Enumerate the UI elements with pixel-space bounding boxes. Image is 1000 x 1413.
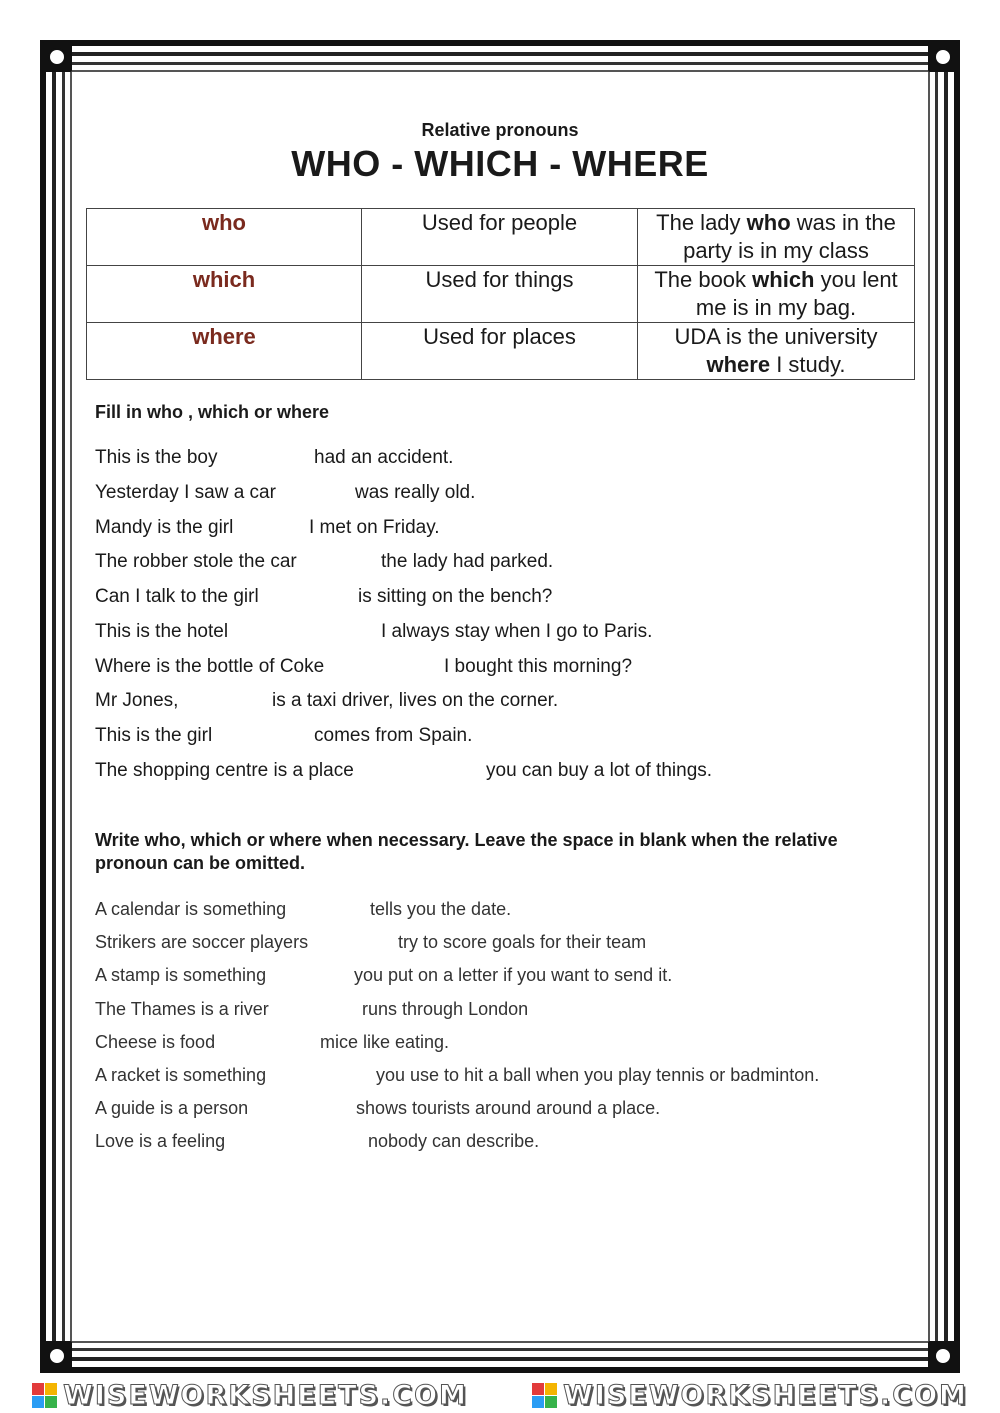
frame-corner-icon xyxy=(42,1341,72,1371)
exercise-2-instruction: Write who, which or where when necessary. Leave the space in blank when the relative pronoun can be omitted. xyxy=(95,830,838,873)
sentence-start: Can I talk to the girl xyxy=(95,586,259,607)
sentence-end: is a taxi driver, lives on the corner. xyxy=(272,690,559,711)
example-text: The lady xyxy=(656,210,747,235)
pronoun-cell: where xyxy=(87,323,362,380)
frame-corner-icon xyxy=(928,42,958,72)
sentence-start: Mr Jones, xyxy=(95,690,179,711)
table-row xyxy=(87,209,915,266)
sentence-start: Cheese is food xyxy=(95,1032,216,1052)
brand-logo-icon xyxy=(532,1383,557,1408)
reference-table xyxy=(86,208,915,380)
sentence-start: A calendar is something xyxy=(95,899,287,919)
sentence-end: you use to hit a ball when you play tennis or badminton. xyxy=(376,1065,820,1085)
example-cell xyxy=(638,266,915,323)
example-keyword: who xyxy=(746,210,791,235)
sentence-end: comes from Spain. xyxy=(314,725,473,746)
pronoun-cell: which xyxy=(87,266,362,323)
sentence-end: mice like eating. xyxy=(320,1032,450,1052)
sentence-start: A guide is a person xyxy=(95,1098,249,1118)
page-subtitle: Relative pronouns xyxy=(421,120,579,140)
example-text: you lent me is in my bag. xyxy=(695,267,898,320)
table-row xyxy=(87,323,915,380)
sentence-start: Where is the bottle of Coke xyxy=(95,656,325,677)
sentence-start: This is the hotel xyxy=(95,621,229,642)
sentence-end: try to score goals for their team xyxy=(398,932,647,952)
brand-text: WISEWORKSHEETS.COM xyxy=(63,1380,468,1411)
brand-watermark xyxy=(32,1380,468,1411)
sentence-end: runs through London xyxy=(362,999,529,1019)
sentence-start: This is the girl xyxy=(95,725,213,746)
sentence-end: nobody can describe. xyxy=(368,1131,540,1151)
sentence-end: shows tourists around around a place. xyxy=(356,1098,661,1118)
usage-cell: Used for things xyxy=(362,266,638,323)
usage-cell: Used for people xyxy=(362,209,638,266)
table-row xyxy=(87,266,915,323)
sentence-end: I bought this morning? xyxy=(444,656,633,677)
sentence-end: the lady had parked. xyxy=(381,551,554,572)
sentence-end: tells you the date. xyxy=(370,899,512,919)
usage-cell: Used for places xyxy=(362,323,638,380)
sentence-start: Strikers are soccer players xyxy=(95,932,309,952)
sentence-end: you can buy a lot of things. xyxy=(486,760,713,781)
sentence-start: Love is a feeling xyxy=(95,1131,226,1151)
footer-watermark xyxy=(0,1378,1000,1413)
example-cell xyxy=(638,323,915,380)
brand-text: WISEWORKSHEETS.COM xyxy=(563,1380,968,1411)
sentence-end: I met on Friday. xyxy=(309,517,440,538)
sentence-start: The shopping centre is a place xyxy=(95,760,354,781)
brand-logo-icon xyxy=(32,1383,57,1408)
sentence-end: you put on a letter if you want to send it. xyxy=(354,965,673,985)
brand-watermark xyxy=(532,1380,968,1411)
example-keyword: where xyxy=(706,352,771,377)
exercise-1-instruction: Fill in who , which or where xyxy=(95,402,330,422)
sentence-end: I always stay when I go to Paris. xyxy=(381,621,653,642)
frame-corner-icon xyxy=(928,1341,958,1371)
sentence-start: A racket is something xyxy=(95,1065,267,1085)
sentence-start: Mandy is the girl xyxy=(95,517,234,538)
sentence-start: A stamp is something xyxy=(95,965,267,985)
example-text: was in the party is in my class xyxy=(683,210,896,263)
example-text: UDA is the university xyxy=(674,324,878,349)
sentence-start: Yesterday I saw a car xyxy=(95,482,276,503)
sentence-start: The robber stole the car xyxy=(95,551,297,572)
pronoun-cell: who xyxy=(87,209,362,266)
sentence-end: is sitting on the bench? xyxy=(358,586,553,607)
page-title: WHO - WHICH - WHERE xyxy=(291,143,709,184)
example-text: The book xyxy=(654,267,753,292)
example-text: I study. xyxy=(770,352,846,377)
sentence-end: was really old. xyxy=(355,482,476,503)
frame-corner-icon xyxy=(42,42,72,72)
example-keyword: which xyxy=(752,267,815,292)
sentence-end: had an accident. xyxy=(314,447,454,468)
sentence-start: This is the boy xyxy=(95,447,218,468)
example-cell xyxy=(638,209,915,266)
sentence-start: The Thames is a river xyxy=(95,999,269,1019)
